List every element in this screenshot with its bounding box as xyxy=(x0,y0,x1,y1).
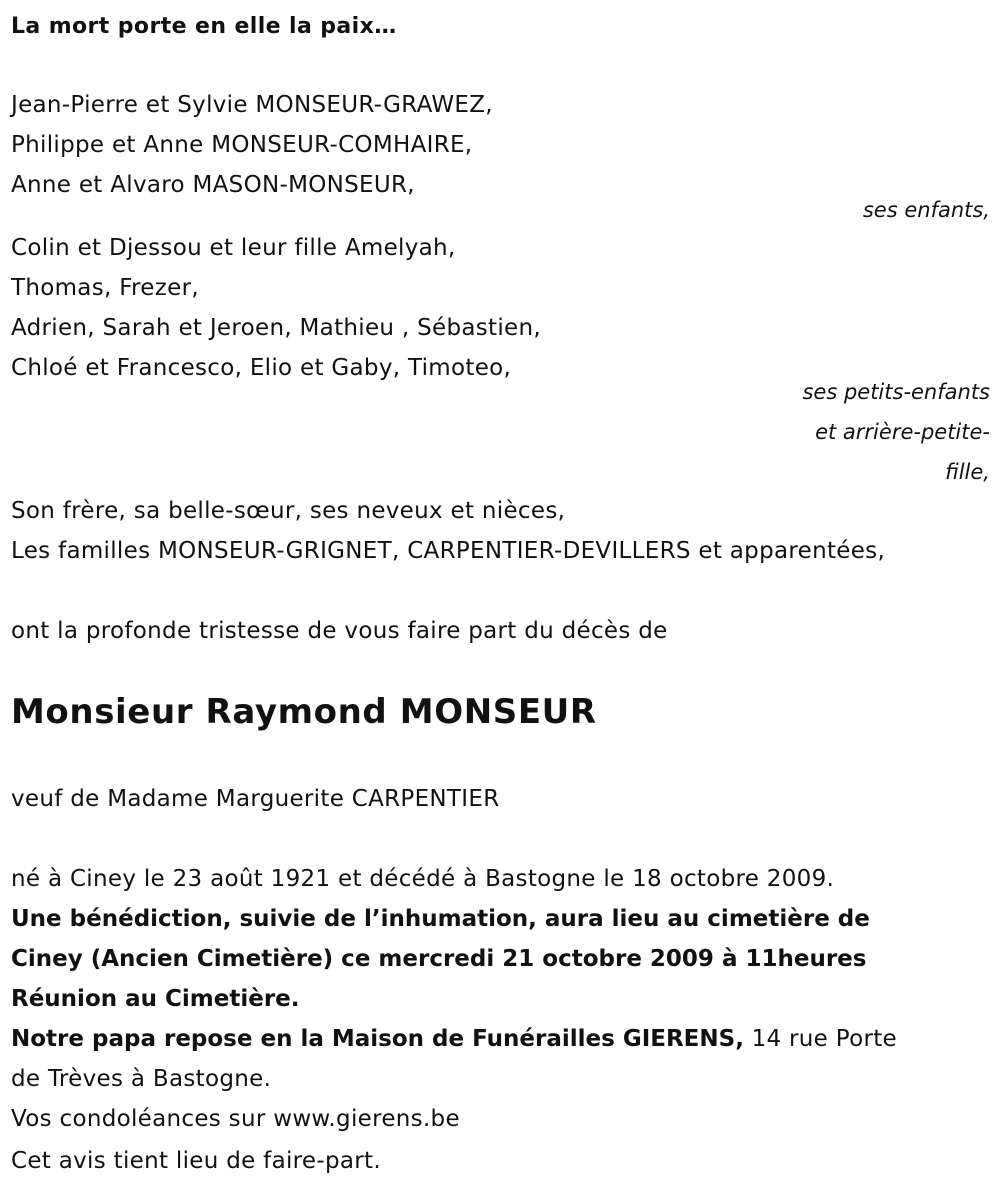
ceremony-line: Une bénédiction, suivie de l’inhumation, aura lieu au cimetière de xyxy=(11,906,870,932)
announcement: ont la profonde tristesse de vous faire part du décès de xyxy=(11,618,668,644)
children-line: Anne et Alvaro MASON-MONSEUR, xyxy=(11,172,415,198)
intro-quote: La mort porte en elle la paix… xyxy=(11,14,397,39)
rest-location-bold: Notre papa repose en la Maison de Funérailles GIERENS, xyxy=(11,1026,744,1052)
grandchildren-label: ses petits-enfants xyxy=(802,380,990,404)
ceremony-line: Réunion au Cimetière. xyxy=(11,986,300,1012)
grandchildren-label: et arrière-petite- xyxy=(815,420,990,444)
family-line: Son frère, sa belle-sœur, ses neveux et nièces, xyxy=(11,498,566,524)
notice: Cet avis tient lieu de faire-part. xyxy=(11,1148,381,1174)
condolences: Vos condoléances sur www.gierens.be xyxy=(11,1106,460,1132)
rest-location-address: 14 rue Porte xyxy=(743,1026,897,1052)
children-line: Philippe et Anne MONSEUR-COMHAIRE, xyxy=(11,132,473,158)
widower-of: veuf de Madame Marguerite CARPENTIER xyxy=(11,786,500,812)
birth-death: né à Ciney le 23 août 1921 et décédé à Bastogne le 18 octobre 2009. xyxy=(11,866,835,892)
rest-location-line2: de Trèves à Bastogne. xyxy=(11,1066,272,1092)
children-label: ses enfants, xyxy=(862,198,990,222)
grandchildren-line: Chloé et Francesco, Elio et Gaby, Timoteo, xyxy=(11,355,512,381)
children-line: Jean-Pierre et Sylvie MONSEUR-GRAWEZ, xyxy=(11,92,493,118)
grandchildren-line: Adrien, Sarah et Jeroen, Mathieu , Sébastien, xyxy=(11,315,541,341)
grandchildren-line: Colin et Djessou et leur fille Amelyah, xyxy=(11,235,456,261)
deceased-name: Monsieur Raymond MONSEUR xyxy=(11,692,597,732)
grandchildren-label: fille, xyxy=(945,460,990,484)
family-line: Les familles MONSEUR-GRIGNET, CARPENTIER-DEVILLERS et apparentées, xyxy=(11,538,886,564)
ceremony-line: Ciney (Ancien Cimetière) ce mercredi 21 octobre 2009 à 11heures xyxy=(11,946,867,972)
rest-location xyxy=(11,1024,897,1054)
grandchildren-line: Thomas, Frezer, xyxy=(11,275,199,301)
